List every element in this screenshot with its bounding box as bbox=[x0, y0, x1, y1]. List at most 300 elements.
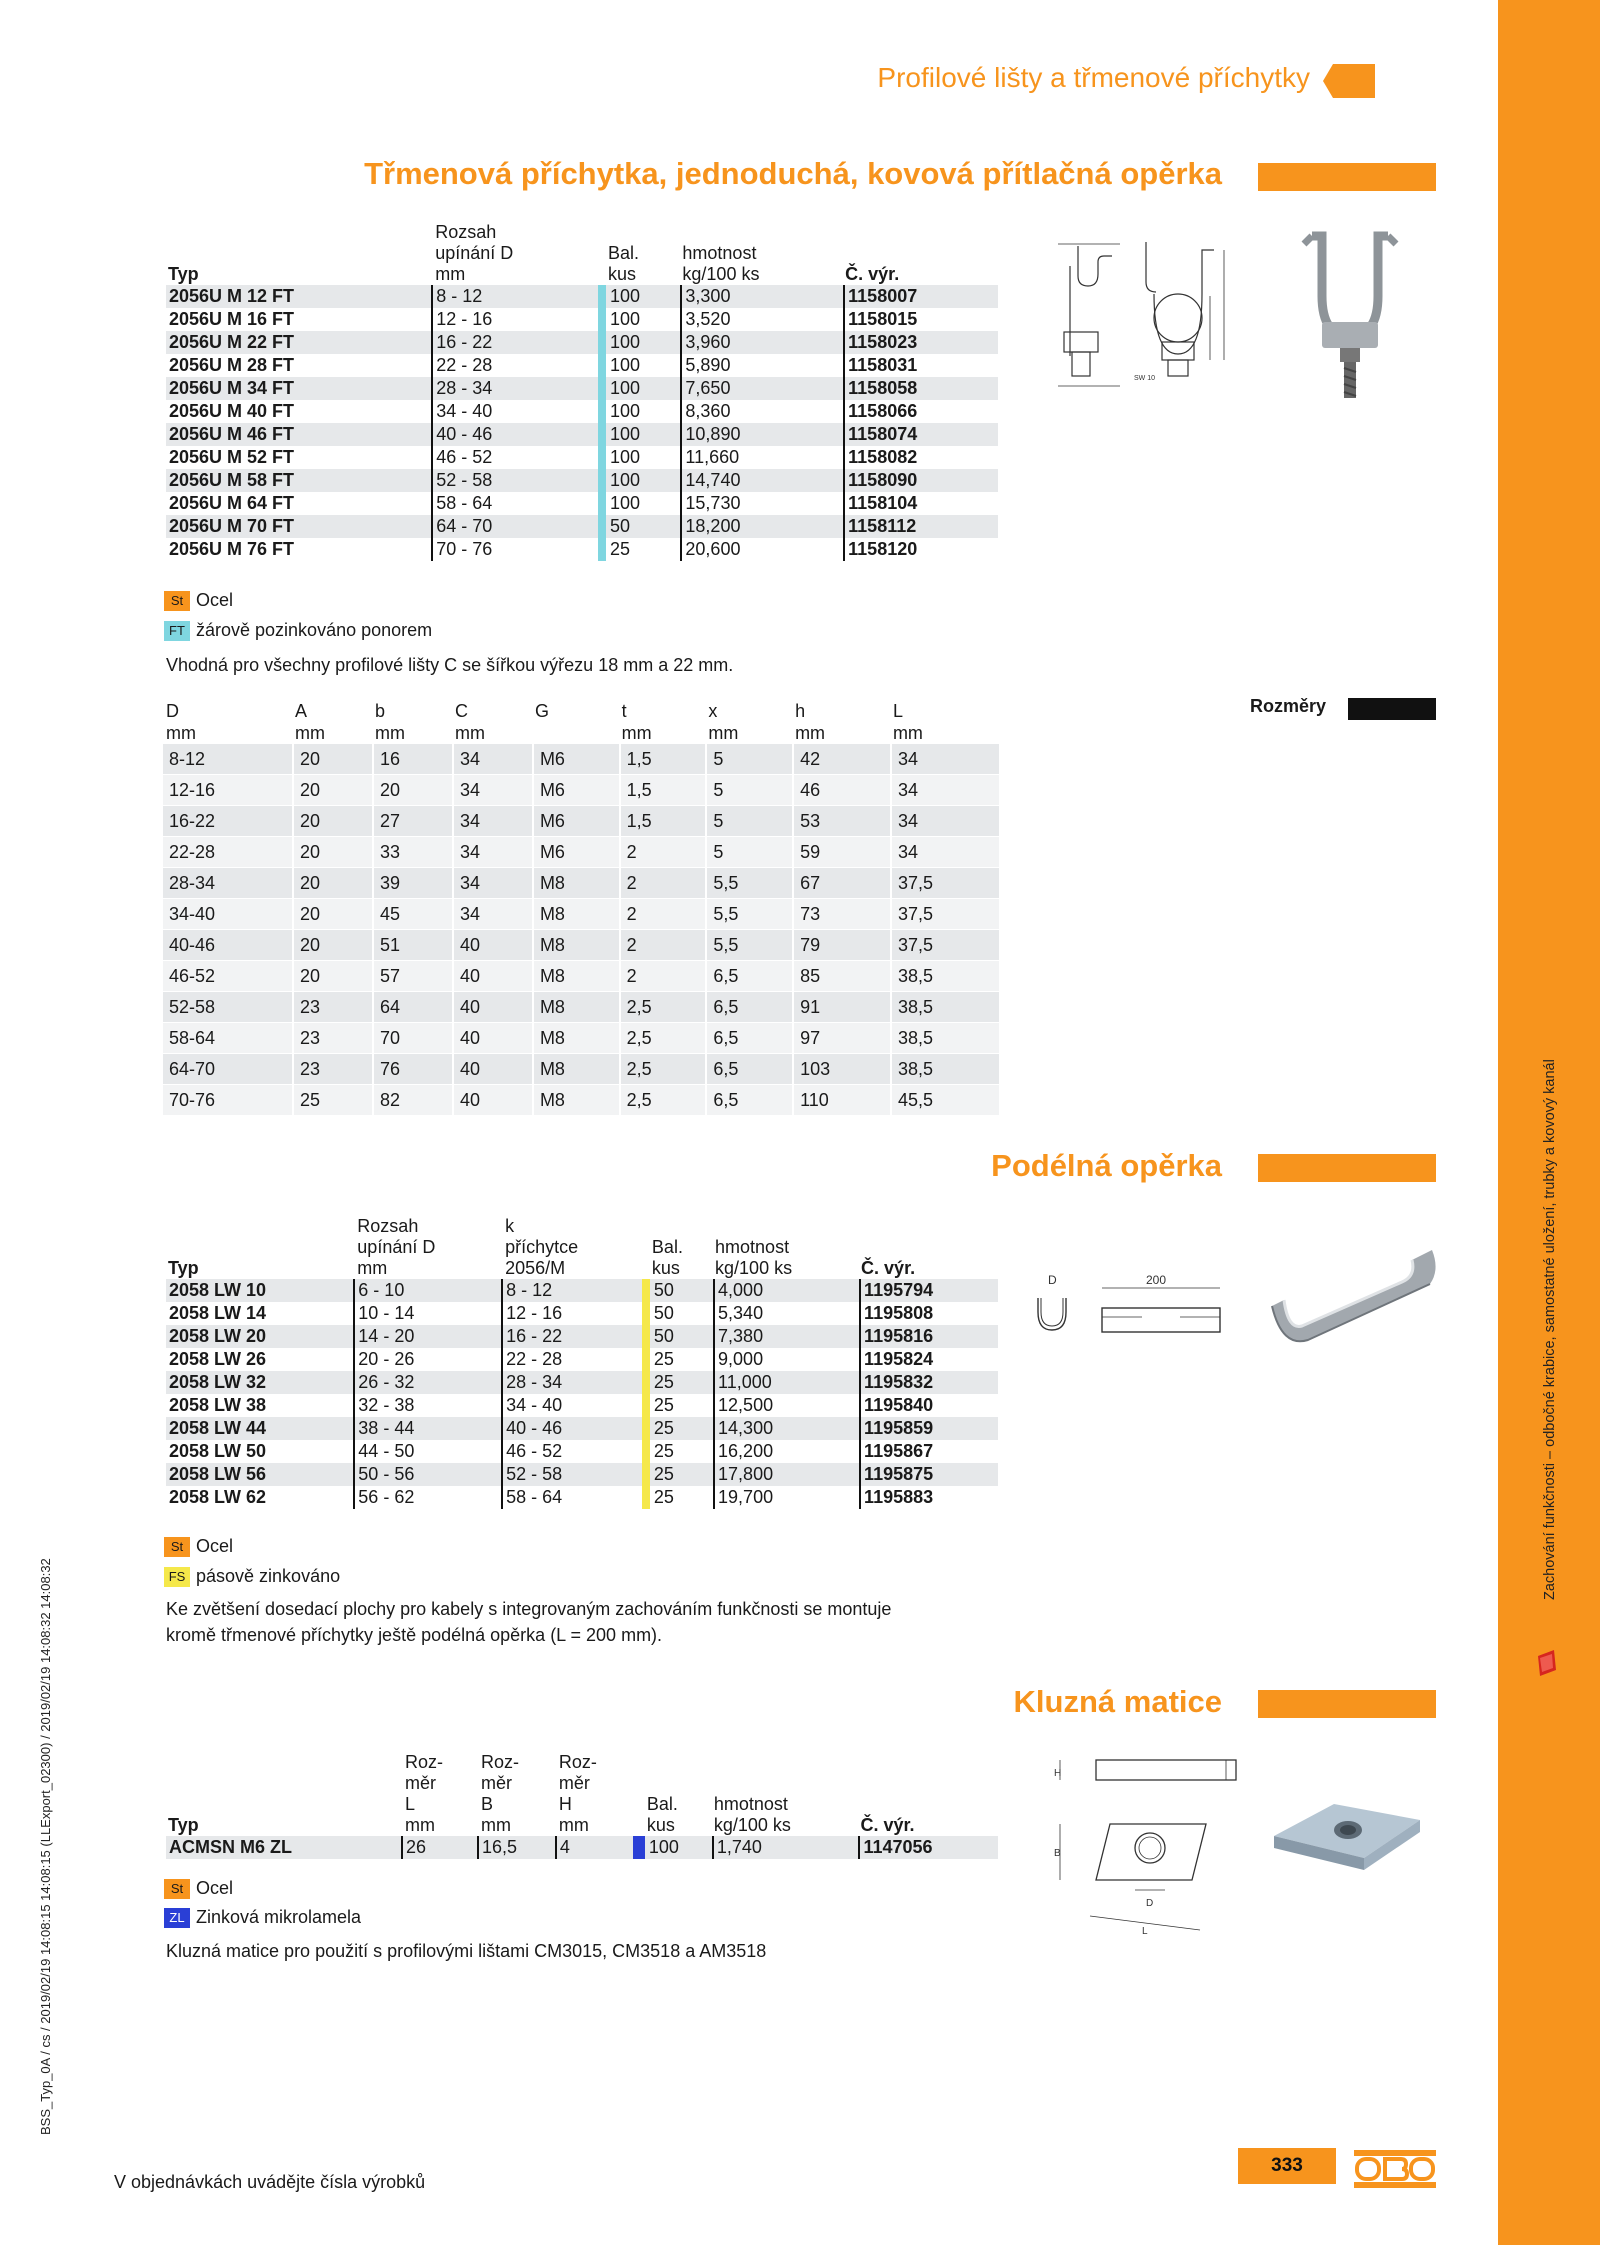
finish-color-marker bbox=[642, 1394, 650, 1417]
col-header-article: Č. výr. bbox=[860, 1815, 915, 1835]
range-cell: 16 - 22 bbox=[433, 331, 598, 354]
weight-cell: 10,890 bbox=[680, 423, 843, 446]
dimension-cell: M8 bbox=[532, 1023, 619, 1054]
dimension-cell: 37,5 bbox=[890, 930, 999, 961]
dimension-cell: 51 bbox=[372, 930, 452, 961]
dimension-cell: 46 bbox=[792, 775, 890, 806]
dimension-cell: 2 bbox=[619, 837, 706, 868]
dimension-cell: M8 bbox=[532, 1054, 619, 1085]
pack-cell: 25 bbox=[650, 1417, 713, 1440]
dimensions-bar bbox=[1348, 698, 1436, 720]
dimension-cell: 70 bbox=[372, 1023, 452, 1054]
article-number-cell: 1158112 bbox=[843, 515, 998, 538]
weight-cell: 11,660 bbox=[680, 446, 843, 469]
article-number-cell: 1195867 bbox=[859, 1440, 998, 1463]
dimension-cell: 20 bbox=[372, 775, 452, 806]
pack-cell: 100 bbox=[606, 308, 680, 331]
type-cell: ACMSN M6 ZL bbox=[166, 1836, 403, 1859]
table-row bbox=[163, 1023, 999, 1054]
col-header-h-2: měr bbox=[558, 1773, 590, 1793]
col-header-h: Roz- bbox=[558, 1752, 597, 1772]
finish-color-marker bbox=[598, 446, 606, 469]
dimension-header: A bbox=[294, 701, 307, 721]
table-row bbox=[166, 423, 998, 446]
finish-color-marker bbox=[642, 1417, 650, 1440]
type-cell: 2056U M 58 FT bbox=[166, 469, 433, 492]
type-cell: 2056U M 22 FT bbox=[166, 331, 433, 354]
table-row bbox=[166, 1348, 998, 1371]
type-cell: 2056U M 34 FT bbox=[166, 377, 433, 400]
table-row bbox=[166, 1302, 998, 1325]
dimension-cell: 40-46 bbox=[163, 930, 292, 961]
table-row bbox=[163, 899, 999, 930]
table-row bbox=[166, 1325, 998, 1348]
dimensions-units-row bbox=[163, 722, 999, 744]
dimension-header: h bbox=[795, 701, 806, 721]
article-number-cell: 1195808 bbox=[859, 1302, 998, 1325]
article-number-cell: 1158015 bbox=[843, 308, 998, 331]
weight-cell: 12,500 bbox=[713, 1394, 859, 1417]
dimension-cell: 5 bbox=[705, 837, 792, 868]
col-header-b-unit: mm bbox=[480, 1815, 511, 1835]
finish-color-marker bbox=[598, 515, 606, 538]
table-row bbox=[166, 1463, 998, 1486]
type-cell: 2056U M 52 FT bbox=[166, 446, 433, 469]
finish-legend-fs bbox=[164, 1566, 340, 1587]
dimensions-label: Rozměry bbox=[1250, 696, 1327, 716]
article-number-cell: 1195840 bbox=[859, 1394, 998, 1417]
type-cell: 2058 LW 26 bbox=[166, 1348, 355, 1371]
dimension-cell: 45 bbox=[372, 899, 452, 930]
dimension-header: b bbox=[374, 701, 385, 721]
article-number-cell: 1158104 bbox=[843, 492, 998, 515]
section-title-support: Podélná opěrka bbox=[991, 1148, 1222, 1183]
dimension-cell: 5,5 bbox=[705, 899, 792, 930]
table-row bbox=[166, 1836, 998, 1859]
table-row bbox=[166, 1417, 998, 1440]
col-header-l-unit: mm bbox=[404, 1815, 435, 1835]
range-cell: 70 - 76 bbox=[433, 538, 598, 561]
table-row bbox=[166, 1486, 998, 1509]
table-row bbox=[166, 377, 998, 400]
table-row bbox=[166, 1440, 998, 1463]
finish-color-marker bbox=[642, 1302, 650, 1325]
finish-color-marker bbox=[642, 1325, 650, 1348]
dimension-cell: 37,5 bbox=[890, 899, 999, 930]
dimension-header: x bbox=[708, 701, 718, 721]
dimension-cell: 6,5 bbox=[705, 1023, 792, 1054]
type-cell: 2058 LW 32 bbox=[166, 1371, 355, 1394]
dimension-cell: 23 bbox=[292, 1054, 372, 1085]
dimension-cell: 5,5 bbox=[705, 930, 792, 961]
type-cell: 2058 LW 56 bbox=[166, 1463, 355, 1486]
range-cell: 28 - 34 bbox=[433, 377, 598, 400]
col-header-type: Typ bbox=[168, 264, 199, 284]
finish-chip: ZL bbox=[164, 1908, 190, 1928]
pack-cell: 25 bbox=[606, 538, 680, 561]
drawing-label-d: D bbox=[1146, 1898, 1154, 1909]
range-cell: 40 - 46 bbox=[433, 423, 598, 446]
clamp-range-cell: 12 - 16 bbox=[503, 1302, 642, 1325]
dimension-cell: 16-22 bbox=[163, 806, 292, 837]
print-metadata-note: BSS_Typ_0A / cs / 2019/02/19 14:08:15 14:08:15 (LLExport_02300) / 2019/02/19 14:08:32 14:08:32 bbox=[38, 1558, 53, 2135]
range-cell: 26 - 32 bbox=[355, 1371, 503, 1394]
material-label: Ocel bbox=[196, 1536, 234, 1556]
dimension-cell: 5 bbox=[705, 744, 792, 775]
range-cell: 8 - 12 bbox=[433, 285, 598, 308]
dimension-cell: M8 bbox=[532, 1085, 619, 1116]
table-row bbox=[166, 469, 998, 492]
col-header-bal-unit: kus bbox=[646, 1815, 675, 1835]
dimension-cell: 37,5 bbox=[890, 868, 999, 899]
dimension-cell: 34 bbox=[452, 744, 532, 775]
dimension-unit bbox=[532, 722, 619, 744]
range-cell: 44 - 50 bbox=[355, 1440, 503, 1463]
col-header-h-3: H bbox=[558, 1794, 572, 1814]
finish-legend-zl bbox=[164, 1907, 361, 1928]
weight-cell: 17,800 bbox=[713, 1463, 859, 1486]
finish-legend-ft bbox=[164, 620, 432, 641]
drawing-label-l: L bbox=[1142, 1926, 1148, 1936]
weight-cell: 19,700 bbox=[713, 1486, 859, 1509]
drawing-label-length: 200 bbox=[1146, 1273, 1167, 1287]
dimension-cell: 16 bbox=[372, 744, 452, 775]
table-row bbox=[166, 1394, 998, 1417]
weight-cell: 1,740 bbox=[712, 1836, 859, 1859]
clamp-technical-drawing bbox=[1050, 226, 1236, 402]
dimension-unit: mm bbox=[795, 723, 826, 743]
dimension-cell: 34 bbox=[890, 744, 999, 775]
col-header-range-unit: mm bbox=[435, 264, 466, 284]
col-header-type: Typ bbox=[168, 1258, 199, 1278]
footer-note: V objednávkách uvádějte čísla výrobků bbox=[114, 2172, 426, 2192]
article-number-cell: 1158120 bbox=[843, 538, 998, 561]
article-number-cell: 1158007 bbox=[843, 285, 998, 308]
article-number-cell: 1147056 bbox=[858, 1836, 998, 1859]
finish-chip: FS bbox=[164, 1567, 190, 1587]
pack-cell: 50 bbox=[650, 1302, 713, 1325]
dimension-cell: 76 bbox=[372, 1054, 452, 1085]
col-header-b-3: B bbox=[480, 1794, 493, 1814]
range-cell: 50 - 56 bbox=[355, 1463, 503, 1486]
article-number-cell: 1158031 bbox=[843, 354, 998, 377]
clamp-note: Vhodná pro všechny profilové lišty C se šířkou výřezu 18 mm a 22 mm. bbox=[166, 655, 734, 675]
table-row bbox=[166, 492, 998, 515]
range-cell: 52 - 58 bbox=[433, 469, 598, 492]
material-legend-st bbox=[164, 1536, 233, 1557]
weight-cell: 3,300 bbox=[680, 285, 843, 308]
type-cell: 2056U M 16 FT bbox=[166, 308, 433, 331]
article-number-cell: 1158066 bbox=[843, 400, 998, 423]
range-cell: 38 - 44 bbox=[355, 1417, 503, 1440]
range-cell: 22 - 28 bbox=[433, 354, 598, 377]
dimension-cell: 38,5 bbox=[890, 961, 999, 992]
col-header-range: Rozsah bbox=[357, 1216, 419, 1236]
col-header-type: Typ bbox=[168, 1815, 199, 1835]
dimension-cell: 40 bbox=[452, 1085, 532, 1116]
dimension-cell: 58-64 bbox=[163, 1023, 292, 1054]
weight-cell: 11,000 bbox=[713, 1371, 859, 1394]
support-product-table bbox=[166, 1216, 998, 1509]
dimension-cell: 42 bbox=[792, 744, 890, 775]
support-technical-drawing bbox=[1030, 1266, 1240, 1346]
range-cell: 12 - 16 bbox=[433, 308, 598, 331]
col-header-bal: Bal. bbox=[608, 243, 640, 263]
finish-color-marker bbox=[598, 538, 606, 561]
dimension-cell: 23 bbox=[292, 992, 372, 1023]
finish-color-marker bbox=[598, 377, 606, 400]
finish-color-marker bbox=[598, 285, 606, 308]
type-cell: 2058 LW 10 bbox=[166, 1279, 355, 1302]
section-title-nut: Kluzná matice bbox=[1013, 1684, 1222, 1719]
table-row bbox=[166, 515, 998, 538]
dimension-cell: 20 bbox=[292, 930, 372, 961]
type-cell: 2058 LW 38 bbox=[166, 1394, 355, 1417]
dimension-cell: M8 bbox=[532, 992, 619, 1023]
dimension-cell: 79 bbox=[792, 930, 890, 961]
dimension-cell: 25 bbox=[292, 1085, 372, 1116]
type-cell: 2056U M 46 FT bbox=[166, 423, 433, 446]
pack-cell: 100 bbox=[606, 423, 680, 446]
pack-cell: 100 bbox=[606, 492, 680, 515]
dimension-cell: 52-58 bbox=[163, 992, 292, 1023]
col-header-bal: Bal. bbox=[646, 1794, 678, 1814]
finish-chip: FT bbox=[164, 621, 190, 641]
col-header-range-unit: mm bbox=[357, 1258, 388, 1278]
weight-cell: 15,730 bbox=[680, 492, 843, 515]
article-number-cell: 1195824 bbox=[859, 1348, 998, 1371]
col-header-l-3: L bbox=[404, 1794, 415, 1814]
support-note-line1: Ke zvětšení dosedací plochy pro kabely s integrovaným zachováním funkčnosti se montuje bbox=[166, 1599, 892, 1619]
table-row bbox=[166, 285, 998, 308]
length-cell: 26 bbox=[403, 1836, 479, 1859]
clamp-range-cell: 8 - 12 bbox=[503, 1279, 642, 1302]
dimension-cell: 8-12 bbox=[163, 744, 292, 775]
pack-cell: 100 bbox=[606, 400, 680, 423]
article-number-cell: 1195816 bbox=[859, 1325, 998, 1348]
dimension-cell: 82 bbox=[372, 1085, 452, 1116]
col-header-article: Č. výr. bbox=[861, 1258, 916, 1278]
col-header-weight: hmotnost bbox=[715, 1237, 790, 1257]
col-header-range-2: upínání D bbox=[357, 1237, 436, 1257]
type-cell: 2056U M 12 FT bbox=[166, 285, 433, 308]
dimension-cell: 23 bbox=[292, 1023, 372, 1054]
dimension-cell: 38,5 bbox=[890, 1054, 999, 1085]
finish-label: žárově pozinkováno ponorem bbox=[196, 620, 433, 640]
pack-cell: 25 bbox=[650, 1394, 713, 1417]
table-row bbox=[163, 775, 999, 806]
section-bar bbox=[1258, 1690, 1436, 1718]
nut-table-body bbox=[166, 1836, 998, 1859]
side-chapter-text: Zachování funkčnosti – odbočné krabice, samostatné uložení, trubky a kovový kanál bbox=[1542, 1059, 1558, 1600]
dimension-unit: mm bbox=[621, 723, 652, 743]
clamp-range-cell: 22 - 28 bbox=[503, 1348, 642, 1371]
dimension-cell: M8 bbox=[532, 899, 619, 930]
finish-color-marker bbox=[642, 1279, 650, 1302]
finish-color-marker bbox=[642, 1371, 650, 1394]
dimension-cell: 110 bbox=[792, 1085, 890, 1116]
table-row bbox=[163, 806, 999, 837]
dimension-cell: 34 bbox=[890, 775, 999, 806]
finish-color-marker bbox=[633, 1836, 645, 1859]
finish-label: Zinková mikrolamela bbox=[196, 1907, 362, 1927]
dimension-unit: mm bbox=[892, 723, 923, 743]
weight-cell: 5,340 bbox=[713, 1302, 859, 1325]
table-row bbox=[166, 354, 998, 377]
dimension-cell: 2 bbox=[619, 868, 706, 899]
range-cell: 34 - 40 bbox=[433, 400, 598, 423]
clamp-range-cell: 52 - 58 bbox=[503, 1463, 642, 1486]
range-cell: 20 - 26 bbox=[355, 1348, 503, 1371]
nut-product-table bbox=[166, 1752, 998, 1859]
col-header-bal-unit: kus bbox=[608, 264, 637, 284]
range-cell: 14 - 20 bbox=[355, 1325, 503, 1348]
dimension-cell: 6,5 bbox=[705, 1085, 792, 1116]
col-header-b: Roz- bbox=[480, 1752, 519, 1772]
article-number-cell: 1158090 bbox=[843, 469, 998, 492]
col-header-l-2: měr bbox=[404, 1773, 436, 1793]
table-row bbox=[166, 446, 998, 469]
dimension-cell: 70-76 bbox=[163, 1085, 292, 1116]
dimension-unit: mm bbox=[708, 723, 739, 743]
dimension-cell: 12-16 bbox=[163, 775, 292, 806]
section-bar bbox=[1258, 1154, 1436, 1182]
table-row bbox=[166, 400, 998, 423]
height-cell: 4 bbox=[557, 1836, 633, 1859]
table-row bbox=[163, 868, 999, 899]
dimension-cell: 64-70 bbox=[163, 1054, 292, 1085]
article-number-cell: 1158082 bbox=[843, 446, 998, 469]
dimension-cell: 6,5 bbox=[705, 992, 792, 1023]
finish-color-marker bbox=[642, 1486, 650, 1509]
dimension-cell: 2,5 bbox=[619, 992, 706, 1023]
col-header-weight: hmotnost bbox=[682, 243, 757, 263]
nut-technical-drawing bbox=[1040, 1740, 1240, 1936]
support-table-body bbox=[166, 1279, 998, 1509]
finish-color-marker bbox=[642, 1463, 650, 1486]
finish-color-marker bbox=[598, 400, 606, 423]
dimension-cell: 20 bbox=[292, 868, 372, 899]
col-header-l: Roz- bbox=[404, 1752, 443, 1772]
clamp-range-cell: 40 - 46 bbox=[503, 1417, 642, 1440]
pack-cell: 100 bbox=[606, 446, 680, 469]
col-header-weight-unit: kg/100 ks bbox=[713, 1815, 791, 1835]
chapter-marker-icon bbox=[1536, 1648, 1558, 1678]
clamp-range-cell: 58 - 64 bbox=[503, 1486, 642, 1509]
dimension-cell: M8 bbox=[532, 868, 619, 899]
type-cell: 2056U M 28 FT bbox=[166, 354, 433, 377]
pack-cell: 50 bbox=[606, 515, 680, 538]
col-header-h-unit: mm bbox=[558, 1815, 589, 1835]
weight-cell: 9,000 bbox=[713, 1348, 859, 1371]
type-cell: 2058 LW 62 bbox=[166, 1486, 355, 1509]
dimension-cell: 34 bbox=[452, 806, 532, 837]
finish-color-marker bbox=[598, 423, 606, 446]
dimension-cell: 38,5 bbox=[890, 992, 999, 1023]
dimension-cell: 20 bbox=[292, 775, 372, 806]
pack-cell: 25 bbox=[650, 1486, 713, 1509]
dimension-cell: 5 bbox=[705, 775, 792, 806]
weight-cell: 5,890 bbox=[680, 354, 843, 377]
weight-cell: 3,520 bbox=[680, 308, 843, 331]
dimension-header: L bbox=[892, 701, 903, 721]
article-number-cell: 1158023 bbox=[843, 331, 998, 354]
dimension-cell: 34 bbox=[890, 806, 999, 837]
dimension-cell: 64 bbox=[372, 992, 452, 1023]
article-number-cell: 1195794 bbox=[859, 1279, 998, 1302]
dimension-cell: 34 bbox=[890, 837, 999, 868]
obo-logo bbox=[1354, 2150, 1436, 2188]
pack-cell: 25 bbox=[650, 1348, 713, 1371]
range-cell: 32 - 38 bbox=[355, 1394, 503, 1417]
dimension-cell: 34-40 bbox=[163, 899, 292, 930]
table-row bbox=[163, 930, 999, 961]
clamp-product-photo bbox=[1292, 226, 1410, 406]
section-title-clamp: Třmenová příchytka, jednoduchá, kovová přítlačná opěrka bbox=[364, 156, 1222, 191]
dimension-cell: 2,5 bbox=[619, 1054, 706, 1085]
range-cell: 46 - 52 bbox=[433, 446, 598, 469]
dimension-cell: 1,5 bbox=[619, 806, 706, 837]
clamp-product-table bbox=[166, 222, 998, 561]
weight-cell: 3,960 bbox=[680, 331, 843, 354]
weight-cell: 20,600 bbox=[680, 538, 843, 561]
range-cell: 56 - 62 bbox=[355, 1486, 503, 1509]
support-note-line2: kromě třmenové příchytky ještě podélná opěrka (L = 200 mm). bbox=[166, 1625, 663, 1645]
material-chip: St bbox=[164, 1879, 190, 1899]
finish-color-marker bbox=[642, 1440, 650, 1463]
type-cell: 2058 LW 14 bbox=[166, 1302, 355, 1325]
dimension-cell: 40 bbox=[452, 992, 532, 1023]
finish-color-marker bbox=[598, 308, 606, 331]
dimension-header: G bbox=[534, 701, 549, 721]
dimension-cell: 1,5 bbox=[619, 744, 706, 775]
clamp-range-cell: 16 - 22 bbox=[503, 1325, 642, 1348]
material-legend-st bbox=[164, 1878, 233, 1899]
table-row bbox=[163, 837, 999, 868]
col-header-clamp-2: příchytce bbox=[505, 1237, 579, 1257]
nut-note: Kluzná matice pro použití s profilovými lištami CM3015, CM3518 a AM3518 bbox=[166, 1941, 767, 1961]
dimension-cell: 38,5 bbox=[890, 1023, 999, 1054]
dimension-cell: 59 bbox=[792, 837, 890, 868]
clamp-table-body bbox=[166, 285, 998, 561]
col-header-weight-unit: kg/100 ks bbox=[715, 1258, 793, 1278]
dimension-cell: 34 bbox=[452, 868, 532, 899]
weight-cell: 16,200 bbox=[713, 1440, 859, 1463]
dimension-cell: 34 bbox=[452, 775, 532, 806]
dimension-cell: 67 bbox=[792, 868, 890, 899]
section-bar bbox=[1258, 163, 1436, 191]
dimension-cell: 34 bbox=[452, 899, 532, 930]
dimension-cell: 2,5 bbox=[619, 1085, 706, 1116]
dimension-cell: 2,5 bbox=[619, 1023, 706, 1054]
pack-cell: 100 bbox=[606, 377, 680, 400]
dimensions-header-row bbox=[163, 700, 999, 722]
drawing-label-h: H bbox=[1054, 1768, 1062, 1779]
type-cell: 2056U M 70 FT bbox=[166, 515, 433, 538]
finish-label: pásově zinkováno bbox=[196, 1566, 341, 1586]
material-label: Ocel bbox=[196, 590, 234, 610]
dimension-cell: 20 bbox=[292, 744, 372, 775]
dimensions-table bbox=[163, 700, 999, 1116]
dimension-cell: 85 bbox=[792, 961, 890, 992]
range-cell: 6 - 10 bbox=[355, 1279, 503, 1302]
weight-cell: 4,000 bbox=[713, 1279, 859, 1302]
clamp-range-cell: 34 - 40 bbox=[503, 1394, 642, 1417]
dimension-cell: M8 bbox=[532, 930, 619, 961]
pack-cell: 100 bbox=[645, 1836, 712, 1859]
type-cell: 2058 LW 50 bbox=[166, 1440, 355, 1463]
article-number-cell: 1195875 bbox=[859, 1463, 998, 1486]
